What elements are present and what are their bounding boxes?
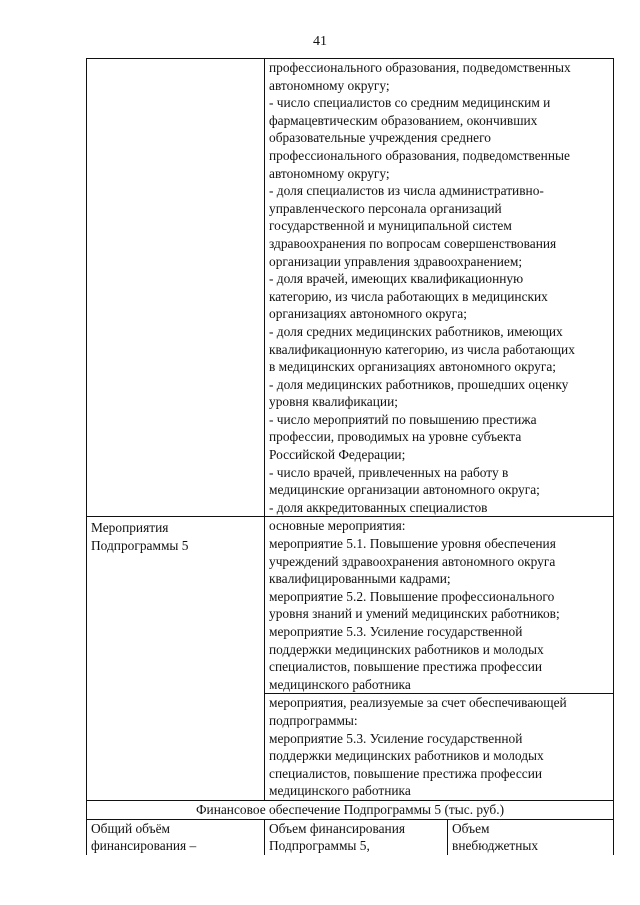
text-line: - доля аккредитованных специалистов xyxy=(269,499,488,515)
text-line: - доля средних медицинских работников, имеющих xyxy=(269,323,563,339)
indicators-label-cell xyxy=(87,59,265,517)
indicators-list xyxy=(269,59,609,516)
finance-columns-row xyxy=(87,819,614,855)
main-activities-cell xyxy=(265,517,614,694)
support-activities-text xyxy=(269,694,609,800)
text-line: мероприятие 5.3. Усиление государственной xyxy=(269,730,523,746)
text-line: подпрограммы: xyxy=(269,712,358,728)
text-line: медицинского работника xyxy=(269,783,411,799)
text-line: - число мероприятий по повышению престижа xyxy=(269,411,537,427)
text-line: профессионального образования, подведомственные xyxy=(269,147,570,163)
text-line: управленческого персонала организаций xyxy=(269,200,502,216)
text-line: внебюджетных xyxy=(452,838,539,854)
text-line: специалистов, повышение престижа профессии xyxy=(269,765,543,781)
support-activities-cell xyxy=(265,694,614,801)
text-line: поддержки медицинских работников и молодых xyxy=(269,748,544,764)
text-line: автономному округу; xyxy=(269,77,390,93)
text-line: медицинские организации автономного округа; xyxy=(269,482,540,498)
text-line: мероприятие 5.3. Усиление государственной xyxy=(269,624,523,639)
text-line: - число врачей, привлеченных на работу в xyxy=(269,464,509,480)
text-line: - число специалистов со средним медицинским и xyxy=(269,95,551,111)
text-line: здравоохранения по вопросам совершенствования xyxy=(269,235,557,251)
finance-extrabudget-label xyxy=(452,820,609,855)
text-line: Подпрограммы 5 xyxy=(91,538,189,554)
text-line: уровня квалификации; xyxy=(269,394,398,410)
indicators-row xyxy=(87,59,614,517)
finance-subprogram-cell xyxy=(265,819,448,855)
text-line: финансирования – xyxy=(91,838,197,854)
text-line: - доля медицинских работников, прошедших оценку xyxy=(269,376,569,392)
text-line: профессии, проводимых на уровне субъекта xyxy=(269,429,522,445)
text-line: основные мероприятия: xyxy=(269,518,406,534)
text-line: уровня знаний и умений медицинских работников; xyxy=(269,606,560,622)
page-number: 41 xyxy=(313,34,327,49)
finance-header-row xyxy=(87,800,614,819)
text-line: мероприятие 5.2. Повышение профессионального xyxy=(269,588,555,604)
text-line: Объем финансирования xyxy=(269,820,406,836)
text-line: Объем xyxy=(452,820,490,836)
text-line: Подпрограммы 5, xyxy=(269,838,370,854)
activities-label-cell xyxy=(87,517,265,801)
text-line: автономному округу; xyxy=(269,165,390,181)
text-line: организации управления здравоохранением; xyxy=(269,253,523,269)
text-line: в медицинских организациях автономного округа; xyxy=(269,359,556,375)
text-line: квалифицированными кадрами; xyxy=(269,571,451,587)
finance-subprogram-label xyxy=(269,820,443,855)
text-line: учреждений здравоохранения автономного округа xyxy=(269,553,556,569)
text-line: категорию, из числа работающих в медицинских xyxy=(269,288,548,304)
text-line: медицинского работника xyxy=(269,676,411,692)
text-line: специалистов, повышение престижа профессии xyxy=(269,659,543,675)
text-line: государственной и муниципальной систем xyxy=(269,218,512,234)
text-line: фармацевтическим образованием, окончивших xyxy=(269,112,538,128)
activities-row xyxy=(87,517,614,694)
text-line: мероприятия, реализуемые за счет обеспечивающей xyxy=(269,695,567,711)
finance-header: Финансовое обеспечение Подпрограммы 5 (тыс. руб.) xyxy=(87,800,614,819)
indicators-cell xyxy=(265,59,614,517)
text-line: Российской Федерации; xyxy=(269,447,406,463)
activities-label xyxy=(91,519,260,554)
text-line: - доля врачей, имеющих квалификационную xyxy=(269,271,524,287)
text-line: образовательные учреждения среднего xyxy=(269,130,491,146)
text-line: поддержки медицинских работников и молодых xyxy=(269,641,544,657)
main-activities-text xyxy=(269,517,609,693)
text-line: организациях автономного округа; xyxy=(269,306,467,322)
finance-total-label xyxy=(91,820,260,855)
text-line: - доля специалистов из числа административно- xyxy=(269,183,544,199)
text-line: Мероприятия xyxy=(91,520,169,536)
text-line: профессионального образования, подведомственных xyxy=(269,60,571,75)
finance-extrabudget-cell xyxy=(448,819,614,855)
program-passport-table xyxy=(86,58,614,855)
text-line: мероприятие 5.1. Повышение уровня обеспечения xyxy=(269,536,556,552)
finance-total-cell xyxy=(87,819,265,855)
text-line: квалификационную категорию, из числа работающих xyxy=(269,341,575,357)
text-line: Общий объём xyxy=(91,820,170,836)
